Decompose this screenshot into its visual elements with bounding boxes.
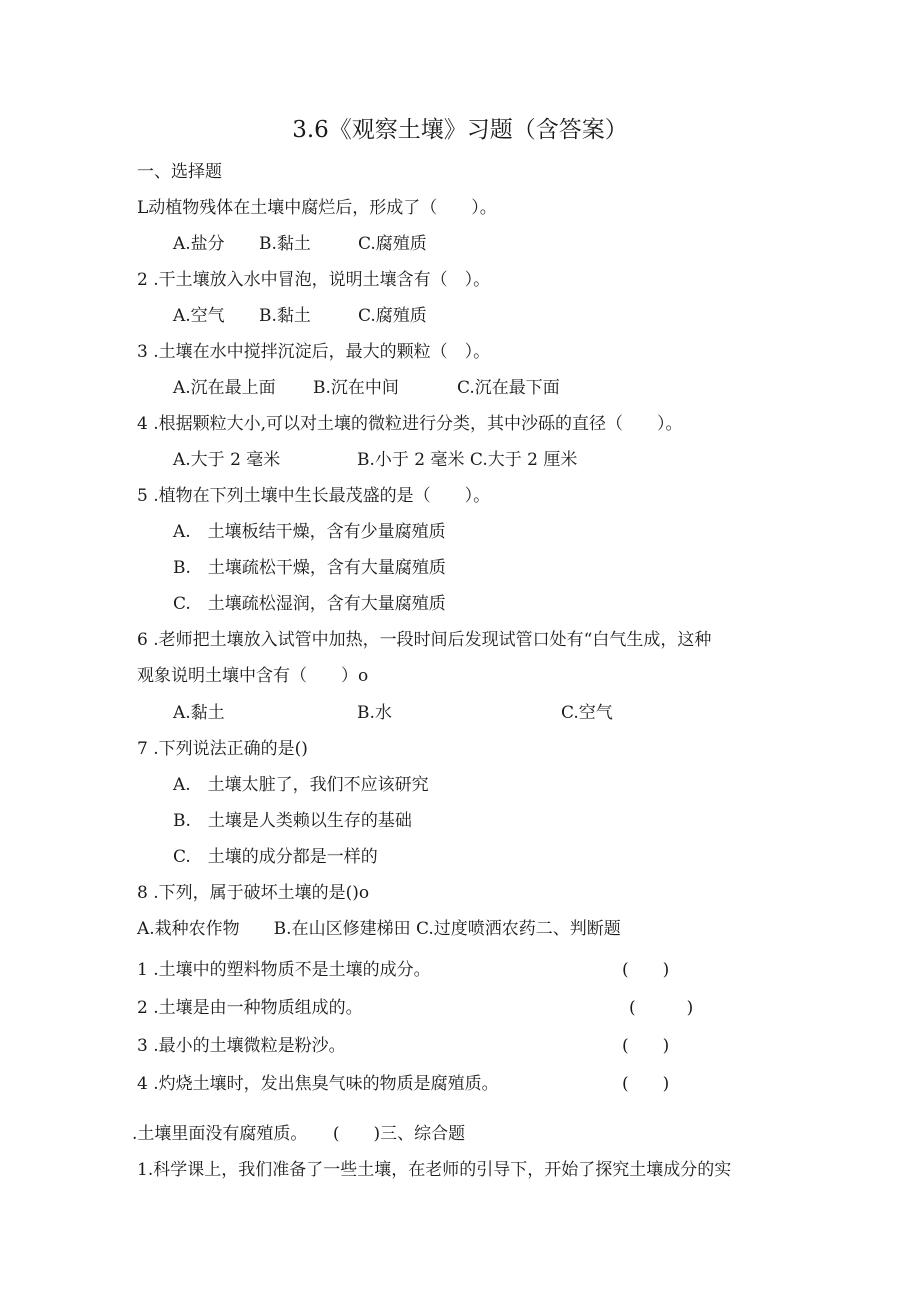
- question-3: 3 .土壤在水中搅拌沉淀后，最大的颗粒（ ）。: [137, 342, 491, 362]
- question-4: 4 .根据颗粒大小,可以对土壤的微粒进行分类，其中沙砾的直径（ ）。: [137, 414, 683, 434]
- comprehensive-question-1: 1.科学课上，我们准备了一些土壤，在老师的引导下，开始了探究土壤成分的实: [137, 1160, 732, 1180]
- option-a: A.空气: [173, 306, 225, 326]
- question-5-option-a: A. 土壤板结干燥，含有少量腐殖质: [173, 522, 446, 542]
- question-1: L动植物残体在土壤中腐烂后，形成了（ ）。: [137, 198, 497, 218]
- question-8-options: A.栽种农作物 B.在山区修建梯田 C.过度喷洒农药二、判断题: [137, 919, 621, 939]
- judge-text: 3 .最小的土壤微粒是粉沙。: [137, 1036, 346, 1056]
- judge-item-5: .土壤里面没有腐殖质。 ( )三、综合题: [132, 1124, 466, 1144]
- question-5-option-b: B. 土壤疏松干燥，含有大量腐殖质: [173, 558, 446, 578]
- judge-text: 2 .土壤是由一种物质组成的。: [137, 998, 363, 1018]
- section-heading-choice: 一、选择题: [137, 162, 222, 182]
- answer-blank: ( ): [622, 960, 670, 980]
- option-c: C.腐殖质: [358, 234, 427, 254]
- option-b: B.沉在中间: [313, 378, 399, 398]
- option-b: B.黏土: [259, 234, 311, 254]
- option-a: A.盐分: [173, 234, 225, 254]
- option-a: A.大于 2 毫米: [173, 450, 281, 470]
- question-7-option-b: B. 土壤是人类赖以生存的基础: [173, 811, 412, 831]
- option-a: A.黏土: [173, 703, 225, 723]
- option-c: C.腐殖质: [358, 306, 427, 326]
- answer-blank: ( ): [629, 998, 694, 1018]
- option-b-c: B.小于 2 毫米 C.大于 2 厘米: [357, 450, 578, 470]
- page-title: 3.6《观察土壤》习题（含答案）: [292, 117, 628, 143]
- question-2: 2 .干土壤放入水中冒泡，说明土壤含有（ ）。: [137, 270, 491, 290]
- question-6-line-2: 观象说明土壤中含有（ ）o: [137, 666, 369, 686]
- question-5: 5 .植物在下列土壤中生长最茂盛的是（ ）。: [137, 486, 491, 506]
- option-c: C.沉在最下面: [457, 378, 560, 398]
- answer-blank: ( ): [622, 1074, 670, 1094]
- judge-text: 4 .灼烧土壤时，发出焦臭气味的物质是腐殖质。: [137, 1074, 499, 1094]
- question-7: 7 .下列说法正确的是(): [137, 739, 308, 759]
- question-7-option-c: C. 土壤的成分都是一样的: [173, 847, 378, 867]
- option-b: B.水: [357, 703, 392, 723]
- option-b: B.黏土: [259, 306, 311, 326]
- answer-blank: ( ): [622, 1036, 670, 1056]
- question-7-option-a: A. 土壤太脏了，我们不应该研究: [173, 775, 429, 795]
- option-a: A.沉在最上面: [173, 378, 276, 398]
- question-8: 8 .下列，属于破坏土壤的是()o: [137, 883, 370, 903]
- question-5-option-c: C. 土壤疏松湿润，含有大量腐殖质: [173, 594, 446, 614]
- question-6-line-1: 6 .老师把土壤放入试管中加热，一段时间后发现试管口处有“白气生成，这种: [137, 630, 712, 650]
- option-c: C.空气: [561, 703, 613, 723]
- judge-text: 1 .土壤中的塑料物质不是土壤的成分。: [137, 960, 431, 980]
